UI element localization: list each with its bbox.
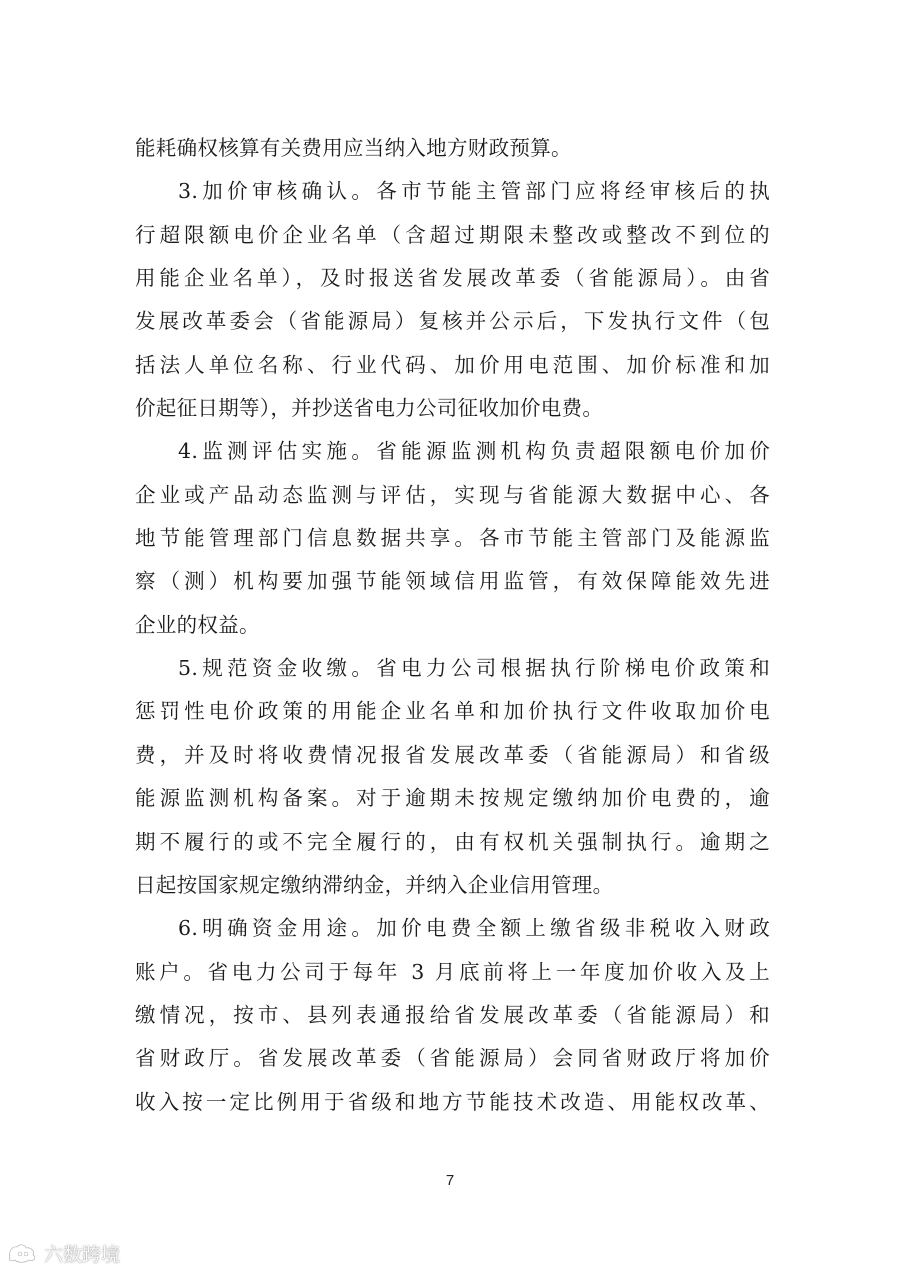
section-6-heading-line: 6.明确资金用途。加价电费全额上缴省级非税收入财政: [178, 916, 770, 941]
text-line: 察（测）机构要加强节能领域信用监管，有效保障能效先进: [135, 569, 770, 594]
section-4-heading-line: 4.监测评估实施。省能源监测机构负责超限额电价加价: [178, 439, 770, 464]
text-line: 账户。省电力公司于每年 3 月底前将上一年度加价收入及上: [135, 959, 770, 984]
text-line: 收入按一定比例用于省级和地方节能技术改造、用能权改革、: [135, 1089, 770, 1114]
text-line: 企业或产品动态监测与评估，实现与省能源大数据中心、各: [135, 482, 770, 507]
text-line: 日起按国家规定缴纳滞纳金，并纳入企业信用管理。: [135, 872, 614, 897]
text-line: 用能企业名单），及时报送省发展改革委（省能源局）。由省: [135, 266, 770, 291]
text-line: 缴情况，按市、县列表通报给省发展改革委（省能源局）和: [135, 1002, 770, 1027]
text-line: 括法人单位名称、行业代码、加价用电范围、加价标准和加: [135, 352, 770, 377]
text-line: 费，并及时将收费情况报省发展改革委（省能源局）和省级: [135, 742, 770, 767]
text-line: 发展改革委会（省能源局）复核并公示后，下发执行文件（包: [135, 309, 770, 334]
watermark-text: 六数跨境: [44, 1243, 121, 1266]
text-line: 期不履行的或不完全履行的，由有权机关强制执行。逾期之: [135, 829, 770, 854]
section-3-heading-line: 3.加价审核确认。各市节能主管部门应将经审核后的执: [178, 179, 770, 204]
watermark-logo-icon: [6, 1242, 40, 1264]
body-text: [135, 127, 770, 1124]
text-line: 省财政厅。省发展改革委（省能源局）会同省财政厅将加价: [135, 1046, 770, 1071]
text-line: 地节能管理部门信息数据共享。各市节能主管部门及能源监: [135, 526, 770, 551]
text-line: 价起征日期等），并抄送省电力公司征收加价电费。: [135, 396, 604, 421]
section-5-heading-line: 5.规范资金收缴。省电力公司根据执行阶梯电价政策和: [178, 656, 770, 681]
watermark: [6, 1240, 120, 1266]
text-line: 企业的权益。: [135, 612, 260, 637]
text-line: 行超限额电价企业名单（含超过期限未整改或整改不到位的: [135, 222, 770, 247]
text-line: 能源监测机构备案。对于逾期未按规定缴纳加价电费的，逾: [135, 786, 770, 811]
page-number: 7: [445, 1172, 455, 1189]
text-line: 惩罚性电价政策的用能企业名单和加价执行文件收取加价电: [135, 699, 770, 724]
text-line: 能耗确权核算有关费用应当纳入地方财政预算。: [135, 136, 572, 160]
